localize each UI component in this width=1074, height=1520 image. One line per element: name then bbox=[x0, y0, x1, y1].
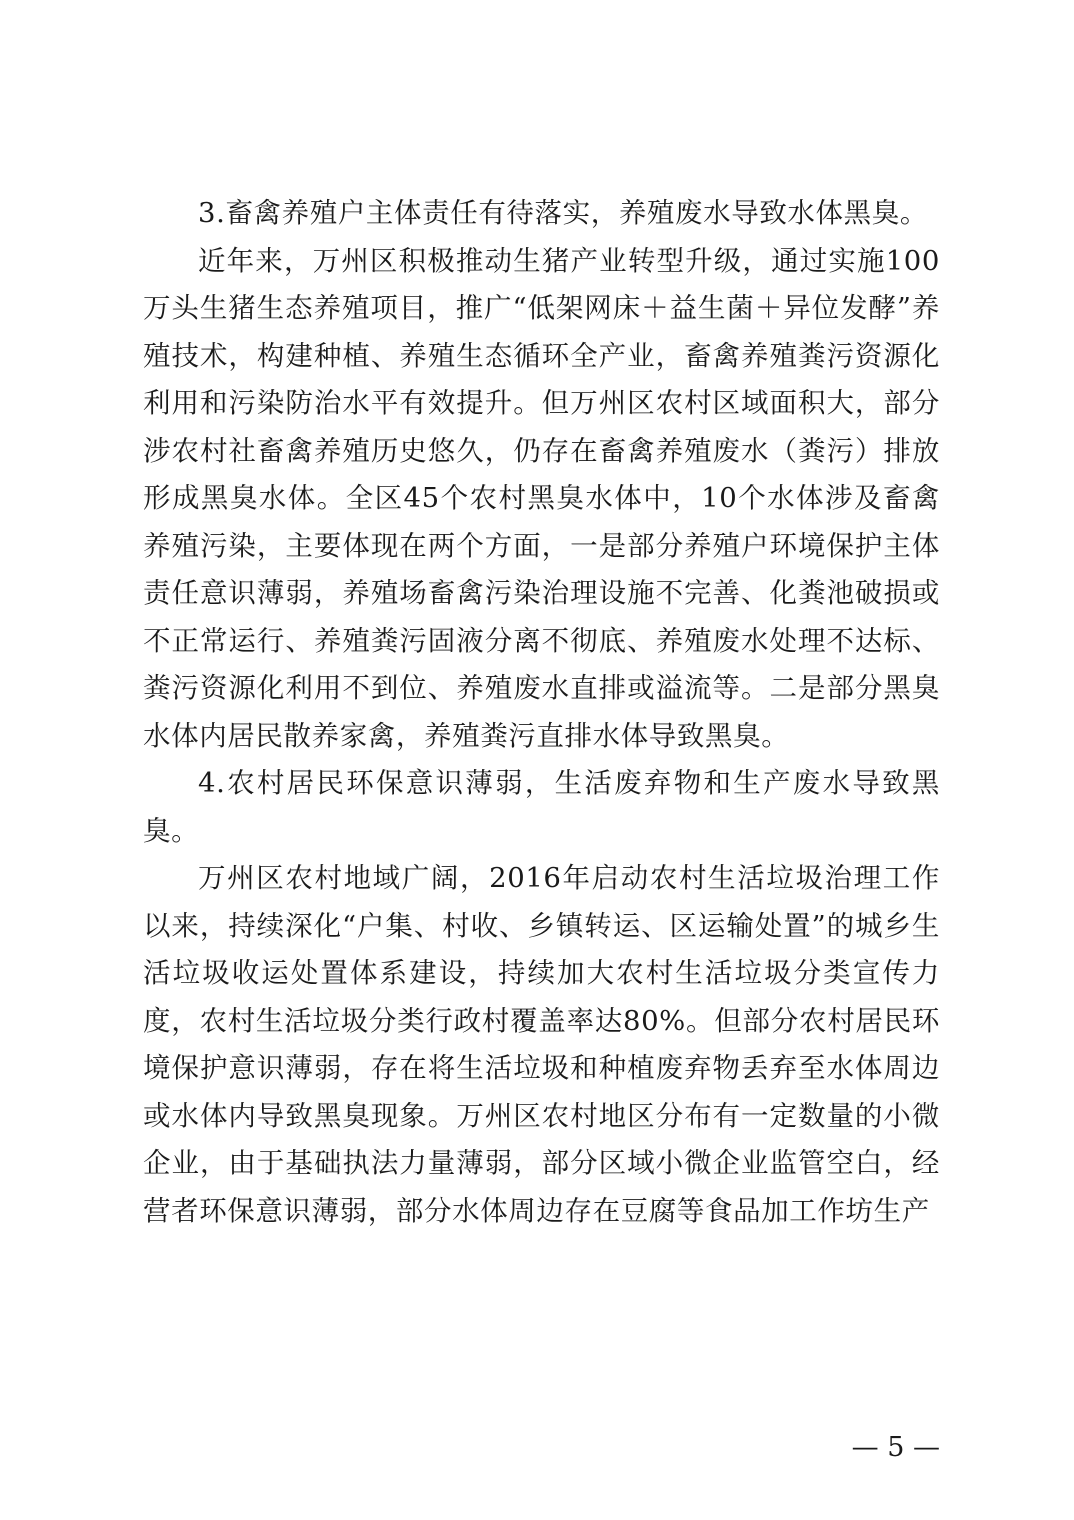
section-heading-4: 4.农村居民环保意识薄弱，生活废弃物和生产废水导致黑臭。 bbox=[143, 767, 940, 847]
paragraph-rural-waste: 万州区农村地域广阔，2016年启动农村生活垃圾治理工作以来，持续深化“户集、村收、乡镇转运、区运输处置”的城乡生活垃圾收运处置体系建设，持续加大农村生活垃圾分类宣传力度，农村生活垃圾分类行政村覆盖率达80%。但部分农村居民环境保护意识薄弱，存在将生活垃圾和种植废弃物丢弃至水体周边或水体内导致黑臭现象。万州区农村地区分布有一定数量的小微企业，由于基础执法力量薄弱，部分区域小微企业监管空白，经营者环保意识薄弱，部分水体周边存在豆腐等食品加工作坊生产 bbox=[143, 862, 940, 1227]
paragraph-livestock-pollution: 近年来，万州区积极推动生猪产业转型升级，通过实施100万头生猪生态养殖项目，推广“低架网床＋益生菌＋异位发酵”养殖技术，构建种植、养殖生态循环全产业，畜禽养殖粪污资源化利用和污染防治水平有效提升。但万州区农村区域面积大，部分涉农村社畜禽养殖历史悠久，仍存在畜禽养殖废水（粪污）排放形成黑臭水体。全区45个农村黑臭水体中，10个水体涉及畜禽养殖污染，主要体现在两个方面，一是部分养殖户环境保护主体责任意识薄弱，养殖场畜禽污染治理设施不完善、化粪池破损或不正常运行、养殖粪污固液分离不彻底、养殖废水处理不达标、粪污资源化利用不到位、养殖废水直排或溢流等。二是部分黑臭水体内居民散养家禽，养殖粪污直排水体导致黑臭。 bbox=[143, 244, 940, 752]
page-number: — 5 — bbox=[851, 1432, 940, 1463]
section-heading-3: 3.畜禽养殖户主体责任有待落实，养殖废水导致水体黑臭。 bbox=[198, 197, 928, 229]
body-text bbox=[143, 190, 940, 1235]
